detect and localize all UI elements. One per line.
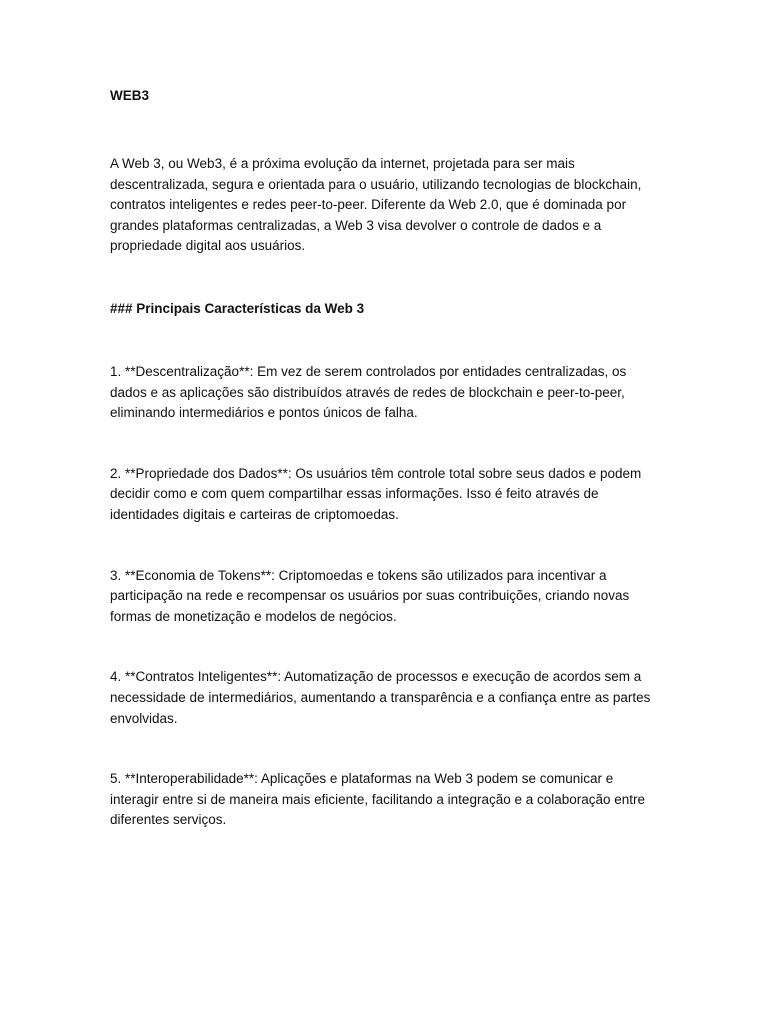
intro-paragraph: A Web 3, ou Web3, é a próxima evolução da internet, projetada para ser mais descentralizada, segura e orientada para o usuário, utilizando tecnologias de blockchain, contratos inteligentes e redes peer-to-peer. Diferente da Web 2.0, que é dominada por grandes plataformas centralizadas, a Web 3 visa devolver o controle de dados e a propriedade digital aos usuários.: [110, 156, 642, 254]
section-heading: ### Principais Características da Web 3: [110, 300, 365, 316]
list-item: 2. **Propriedade dos Dados**: Os usuários têm controle total sobre seus dados e podem decidir como e com quem compartilhar essas informações. Isso é feito através de identidades digitais e carteiras de criptomoedas.: [110, 465, 642, 522]
list-item: 4. **Contratos Inteligentes**: Automatização de processos e execução de acordos sem a necessidade de intermediários, aumentando a transparência e a confiança entre as partes envolvidas.: [110, 669, 651, 726]
document-title: WEB3: [110, 88, 150, 103]
list-item: 1. **Descentralização**: Em vez de serem controlados por entidades centralizadas, os dados e as aplicações são distribuídos através de redes de blockchain e peer-to-peer, eliminando intermediários e pontos únicos de falha.: [110, 363, 627, 421]
document-body: [110, 86, 658, 831]
list-item: 5. **Interoperabilidade**: Aplicações e plataformas na Web 3 podem se comunicar e interagir entre si de maneira mais eficiente, facilitando a integração e a colaboração entre diferentes serviços.: [110, 771, 646, 828]
list-item: 3. **Economia de Tokens**: Criptomoedas e tokens são utilizados para incentivar a participação na rede e recompensar os usuários por suas contribuições, criando novas formas de monetização e modelos de negócios.: [110, 567, 630, 624]
